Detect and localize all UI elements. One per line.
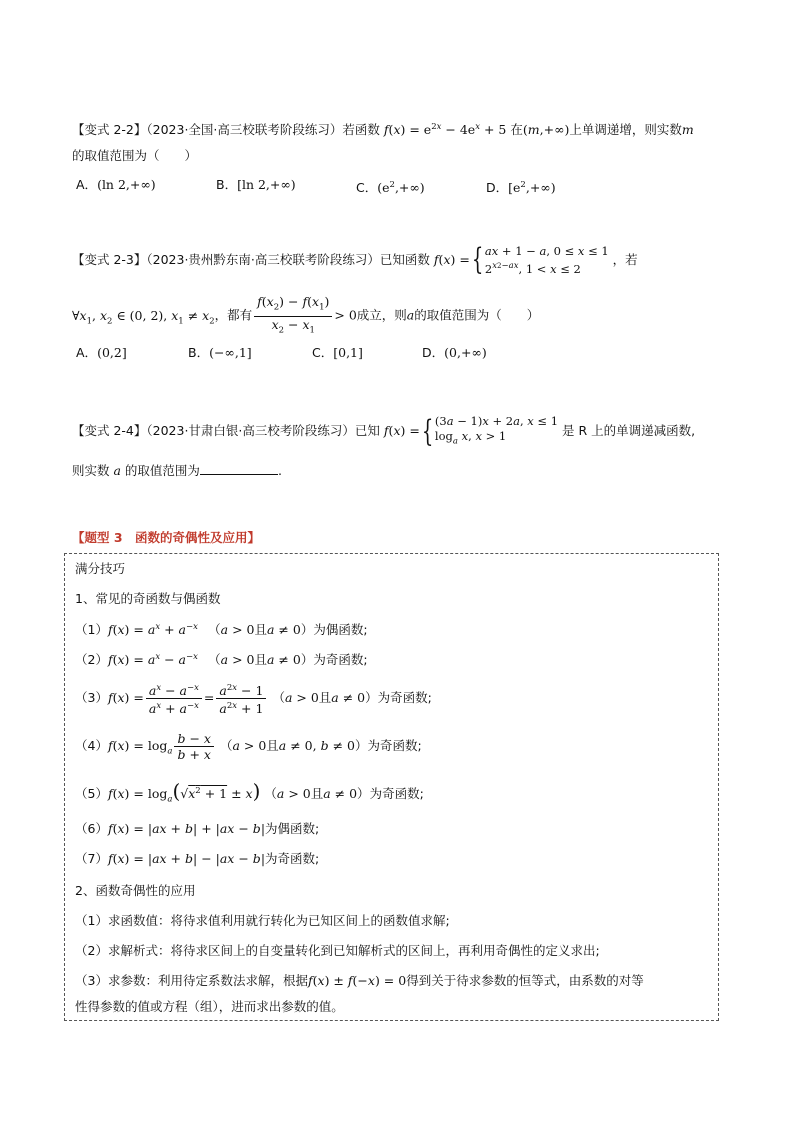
formula-4: $(4)f(x) = \log_a$ $\frac{b - x}{b + x}$ （a > 0且a ≠ 0, b ≠ 0）为奇函数; (75, 731, 422, 762)
option-d[interactable]: D．$[e^2,+\infty)$ (486, 180, 556, 196)
formula-6: （6）f(x) = |ax + b| + |ax − b|为偶函数; (75, 821, 320, 836)
question-2-4-line1: 【变式 2-4】（2023·甘肃白银·高三校考阶段练习）已知 f(x) ={ (3a − 1)x + 2a, x ≤ 1 $\log_a x$, x > 1 是 R 上的单调递减函数, (72, 413, 696, 449)
application-3: （3）求参数：利用待定系数法求解，根据f(x) ± f(−x) = 0得到关于待求参数的恒等式，由系数的对等 (75, 973, 644, 988)
answer-blank[interactable] (200, 462, 278, 475)
question-source: （2023·贵州黔东南·高三校联考阶段练习） (146, 251, 380, 267)
question-label: 【变式 2-2】 (72, 122, 147, 138)
option-b[interactable]: B．(−∞,1] (188, 345, 252, 360)
tips-box (64, 553, 719, 1021)
application-3-cont: 性得参数的值或方程（组），进而求出参数的值。 (75, 999, 344, 1014)
option-d[interactable]: D．(0,+∞) (422, 345, 487, 360)
tips-title: 满分技巧 (75, 561, 126, 576)
formula-3: （3）f(x) = $\frac{a^x - a^{-x}}{a^x + a^{-x}}$ = $\frac{a^{2x} - 1}{a^{2x} + 1}$ （a > 0且a ≠ 0）为奇函数; (75, 682, 432, 717)
formula-2: $(2)f(x) = a^x - a^{-x}$ （a > 0且a ≠ 0）为奇函数; (75, 652, 368, 668)
part-1-title: 1、常见的奇函数与偶函数 (75, 591, 221, 606)
option-b[interactable]: B．[ln 2,+∞) (216, 177, 296, 192)
formula-5: $(5)f(x) = \log_a(√x^2 + 1 \pm x) (a > 0$且a ≠ 0）为奇函数; (75, 779, 424, 805)
math-expression: $f(x) = e^{2x} - 4e^x + 5$ (383, 122, 507, 138)
question-2-3-line1: 【变式 2-3】（2023·贵州黔东南·高三校联考阶段练习）已知函数 f(x) ={ ax + 1 − a, 0 ≤ x ≤ 1 $2^{x2-ax}$, 1 < x ≤ 2 ，若 (72, 242, 638, 278)
section-heading: 【题型 3 函数的奇偶性及应用】 (72, 530, 261, 545)
question-2-4-line2: 则实数 a 的取值范围为 . (72, 463, 282, 478)
application-1: （1）求函数值：将待求值利用就行转化为已知区间上的函数值求解; (75, 913, 450, 928)
question-label: 【变式 2-3】 (72, 251, 147, 267)
difference-quotient: $\frac{f(x_2) - f(x_1)}{x_2 - x_1}$ (254, 294, 332, 338)
question-source: （2023·全国·高三校联考阶段练习） (146, 122, 343, 138)
option-a[interactable]: A．(ln 2,+∞) (76, 177, 156, 192)
question-2-2-line2: 的取值范围为（ ） (72, 148, 198, 163)
application-2: （2）求解析式：将待求区间上的自变量转化到已知解析式的区间上，再利用奇偶性的定义求出; (75, 943, 600, 958)
question-2-3-line2: $\forall x_1$, $x_2$ ∈ (0, 2), $x_1 \ne x_2$，都有 $\frac{f(x_2) - f(x_1)}{x_2 - x_1}$ > 0成立，则a的取值范围为（ ） (72, 294, 539, 339)
option-a[interactable]: A．(0,2] (76, 345, 127, 360)
question-2-2-line1: 【变式 2-2】（2023·全国·高三校联考阶段练习）若函数 $f(x) = e^{2x} - 4e^x + 5$ 在(m,+∞)上单调递增，则实数m (72, 122, 694, 138)
formula-7: （7）f(x) = |ax + b| − |ax − b|为奇函数; (75, 851, 320, 866)
part-2-title: 2、函数奇偶性的应用 (75, 883, 196, 898)
question-source: （2023·甘肃白银·高三校考阶段练习） (146, 423, 355, 439)
piecewise-function: ax + 1 − a, 0 ≤ x ≤ 1 $2^{x2-ax}$, 1 < x ≤ 2 (484, 244, 609, 276)
formula-1: $(1)f(x) = a^x + a^{-x}$ （a > 0且a ≠ 0）为偶函数; (75, 622, 368, 638)
option-c[interactable]: C．[0,1] (312, 345, 363, 360)
question-label: 【变式 2-4】 (72, 423, 147, 439)
option-c[interactable]: C．$(e^2,+\infty)$ (356, 180, 425, 196)
piecewise-function: (3a − 1)x + 2a, x ≤ 1 $\log_a x$, x > 1 (434, 414, 559, 447)
